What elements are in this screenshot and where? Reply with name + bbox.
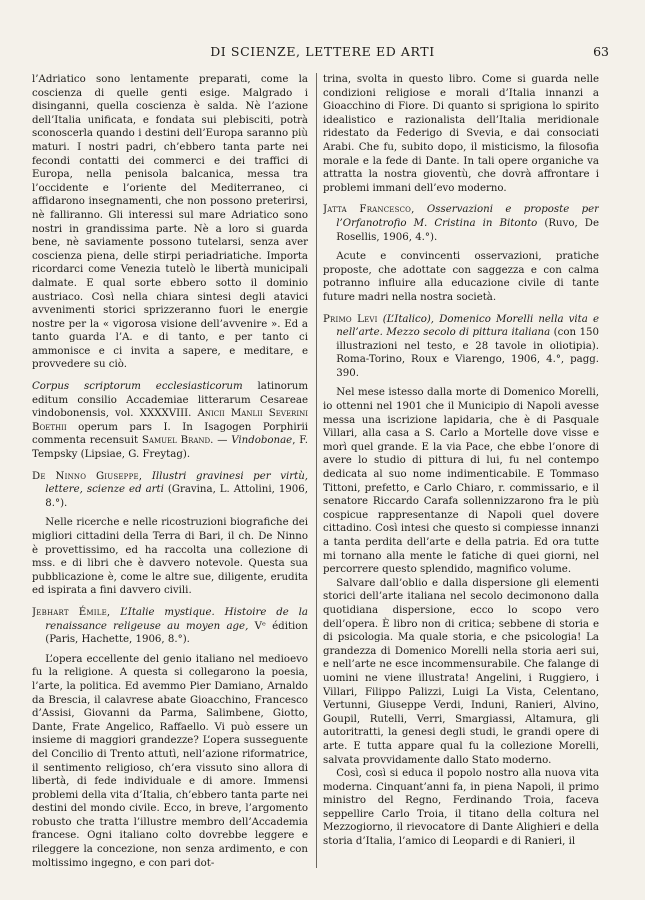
entry-imprint: (Gravina, L. Attolini, 1906, 8.°).: [45, 484, 308, 509]
bibliography-entry-jatta: [323, 203, 599, 244]
right-column: [323, 73, 599, 873]
paragraph-levi-3: Così, così si educa il popolo nostro alla nuova vita moderna. Cinquant’anni fa, in piena Napoli, il primo ministro del Regno, Ferdinando Troia, faceva seppellire Carlo Troia, il titano della coltura nel Mezzogiorno, il rievocatore di Dante Alighieri e della storia d’Italia, l’amico di Leopardi e di Ranieri, il: [323, 768, 599, 848]
entry-imprint: (con 150 illustrazioni nel testo, e 28 tavole in oliotipia). Roma-Torino, Roux e Viarengo, 1906, 4.°, pagg. 390.: [336, 327, 599, 379]
paragraph-de-ninno: Nelle ricerche e nelle ricostruzioni biografiche dei migliori cittadini della Terra di Bari, il ch. De Ninno è provettissimo, ed ha raccolta una collezione di mss. e di libri che è davvero notevole. Questa sua pubblicazione è, come le altre sue, diligente, erudita ed ispirata a fini davvero civili.: [32, 517, 308, 597]
left-column: [32, 73, 308, 873]
corpus-title: Corpus scriptorum ecclesiasticorum: [32, 381, 243, 393]
entry-author-alias: (L’Italico),: [377, 313, 435, 325]
bibliography-entry-levi: [323, 313, 599, 381]
corpus-place: Vindobonae: [231, 435, 293, 447]
entry-title: Illustri gravinesi per virtù, lettere, scienze ed arti: [45, 470, 308, 496]
corpus-text: latinorum editum consilio Accademiae litterarum Cesareae vindobonensis, vol. XXXXVIII.: [32, 381, 308, 420]
corpus-editor: Samuel Brand: [141, 435, 211, 447]
entry-author: De Ninno Giuseppe,: [32, 470, 143, 482]
page-number: 63: [593, 44, 609, 59]
entry-title: Domenico Morelli nella vita e nell’arte. Mezzo secolo di pittura italiana: [336, 313, 599, 339]
paragraph-jatta: Acute e convincenti osservazioni, pratiche proposte, che adottate con saggezza e con calma potranno influire alla educazione civile di tante future madri nella nostra società.: [323, 251, 599, 303]
corpus-text3: . —: [210, 435, 232, 447]
entry-author: Primo Levi: [323, 313, 378, 325]
bibliography-entry-gebhart: [32, 606, 308, 647]
bibliography-entry-corpus: [32, 380, 308, 462]
entry-author: Jatta Francesco,: [323, 204, 415, 216]
paragraph-levi-2: Salvare dall’oblio e dalla dispersione gli elementi storici dell’arte italiana nel secolo decimonono dalla quotidiana dispersione, ecco lo scopo vero dell’opera. È libro non di critica; sebbene di storia e di psicologia. Ma quale storia, e che psicologia! La grandezza di Domenico Morelli nella storia aeri sui, e nell’arte ne esce incommensurabile. Che falange di uomini ne viene illustrata! Angelini, i Ruggiero, i Villari, Filippo Palizzi, Luigi La Vista, Celentano, Vertunni, Giuseppe Verdi, Induni, Ranieri, Alvino, Goupil, Rutelli, Verri, Smargiassi, Altamura, gli autoritratti, la genesi degli studi, le grandi opere di arte. E tutta appare qual fu la collezione Morelli, salvata provvidamente dallo Stato moderno.: [323, 577, 599, 766]
paragraph-continuation: trina, svolta in questo libro. Come si guarda nelle condizioni religiose e morali d’Italia innanzi a Gioacchino di Fiore. Di quanto si sprigiona lo spirito idealistico e razionalista dell’Italia meridionale ridestato da Federigo di Svevia, e dai consociati Arabi. Che fu, subito dopo, il misticismo, la filosofia morale e la fede di Dante. In tali opere organiche va attratta la nostra gioventù, che dovrà affrontare i problemi immani dell’evo moderno.: [323, 74, 599, 194]
entry-author: Jebhart Émile,: [32, 606, 111, 618]
entry-imprint: Vᵉ édition (Paris, Hachette, 1906, 8.°).: [45, 620, 308, 646]
corpus-author: Anicii Manlii Severini Boethii: [32, 408, 308, 433]
corpus-text4: , F. Tempsky (Lipsiae, G. Freytag).: [32, 435, 308, 461]
paragraph-gebhart: L’opera eccellente del genio italiano nel medioevo fu la religione. A questa si collegarono la poesia, l’arte, la politica. Ed avemmo Pier Damiano, Arnaldo da Brescia, il calavrese abate Gioacchino, Francesco d’Assisi, Giovanni da Parma, Salimbene, Giotto, Dante, Frate Angelico, Raffaello. Vi può essere un insieme di maggiori grandezze? L’opera susseguente del Concilio di Trento attutì, nell’azione riformatrice, il sentimento religioso, ch’era vissuto sino allora di libertà, di fede individuale e di amore. Immensi problemi della vita d’Italia, ch’ebbero tanta parte nei destini del mondo civile. Ecco, in breve, l’argomento robusto che tratta l’illustre membro dell’Accademia francese. Ogni italiano colto dovrebbe leggere e rileggere la concezione, non senza ardimento, e con moltissimo ingegno, e con pari dot-: [32, 653, 308, 869]
running-header: [36, 44, 609, 62]
paragraph-levi-1: Nel mese istesso dalla morte di Domenico Morelli, io ottenni nel 1901 che il Municipio di Napoli avesse messa una iscrizione lapidaria, che è di Pasquale Villari, alla casa a S. Carlo a Mortelle dove visse e morì quel grande. E la via Pace, che ebbe l’onore di avere lo studio di pittura di lui, fu nel contempo dedicata al suo nome indimenticabile. E Tommaso Tittoni, prefetto, e Carlo Chiaro, r. commissario, e il senatore Riccardo Carafa sollennizzarono fra le più cospicue rappresentanze di Napoli quel dovere cittadino. Così intesi che questo si compiesse innanzi a tanta perdita dell’arte e della patria. Ed ora tutte mi tornano alla mente le fatiche di quei giorni, nel percorrere questo splendido, magnifico volume.: [323, 387, 599, 576]
paragraph-adriatico: l’Adriatico sono lentamente preparati, come la coscienza di quelle genti esige. Malgrado i disinganni, quella coscienza è salda. Nè l’azione dell’Italia unificata, e fondata sui plebisciti, potrà sconoscerla quando i destini dell’Europa saranno più maturi. I nostri padri, ch’ebbero tanta parte nei fecondi contatti dei commerci e dei traffici di Europa, nella penisola balcanica, messa tra l’occidente e l’oriente del Mediterraneo, ci affidarono insegnamenti, che non possono preterirsi, nè falliranno. Gli interessi sul mare Adriatico sono nostri in grandissima parte. Nè a loro si guarda bene, nè saviamente possono tutelarsi, senza aver coscienza piena, delle stirpi periadriatiche. Importa ricordarci come Venezia tutelò le libertà municipali dalmate. E qual sorte ebbero sotto il dominio austriaco. Così nella chiara sintesi degli atavici avvenimenti storici sprizzeranno fuori le energie nostre per la « vigorosa visione dell’avvenire ». Ed a tanto guarda l’A. e di tanto, e per tanto ci ammonisce e ci invita a sapere, e meditare, e provvedere su ciò.: [32, 74, 308, 371]
entry-imprint: (Ruvo, De Rosellis, 1906, 4.°).: [336, 217, 599, 243]
entry-title: L’Italie mystique. Histoire de la renaissance religeuse au moyen age,: [45, 606, 308, 632]
running-title: DI SCIENZE, LETTERE ED ARTI: [210, 44, 435, 59]
entry-title: Osservazioni e proposte per l’Orfanotrofio M. Cristina in Bitonto: [336, 204, 599, 229]
column-divider: [316, 73, 317, 868]
bibliography-entry-de-ninno: [32, 470, 308, 511]
corpus-text2: operum pars I. In Isagogen Porphirii commenta recensuit: [32, 421, 308, 447]
